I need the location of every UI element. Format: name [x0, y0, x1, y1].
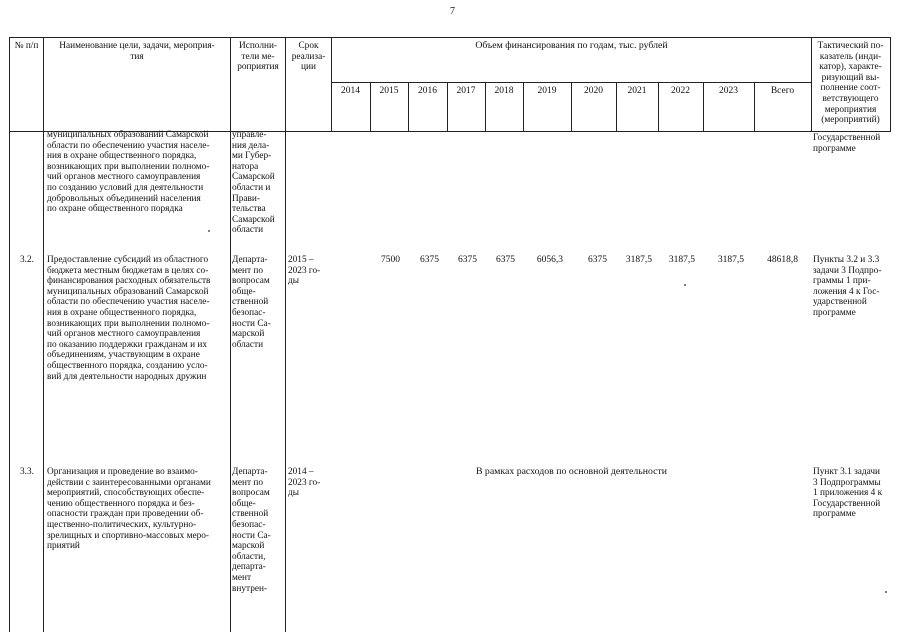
year-2016: 2016: [418, 86, 437, 96]
row-3-3-indicator: Пункт 3.1 задачи 3 Подпрограммы 1 приложения 4 к Государственной программе: [813, 467, 883, 520]
year-2022: 2022: [671, 86, 690, 96]
row-3-2-name: Предоставление субсидий из областного бюджета местным бюджетам в целях со- финансирования расходных обязательств муниципальных образований Самарской области по обеспечению участия населе- ния в охране общественного порядка, возникающих при выполнении полномо- чий органов местного самоуправления по оказанию поддержки гражданам и их объединениям, участвующим в охране общественного порядка, созданию усло- вий для деятельности народных дружин: [47, 255, 211, 382]
header-num: № п/п: [14, 41, 39, 51]
row-3-2-2015: 7500: [381, 255, 400, 265]
row-3-2-total: 48618,8: [767, 255, 798, 265]
column-divider-name: [43, 37, 44, 632]
column-divider-term: [285, 37, 286, 632]
row-3-3-funding-note: В рамках расходов по основной деятельности: [475, 466, 668, 477]
year-2021: 2021: [627, 86, 647, 96]
row-3-3-executor: Департа- мент по вопросам обще- ственной безопас- ности Са- марской области, департа- мент внутрен-: [232, 467, 271, 594]
row-3-2-term: 2015 – 2023 го- ды: [288, 255, 321, 287]
continuation-name: муниципальных образований Самарской области по обеспечению участия населе- ния в охране общественного порядка, возникающих при выполнении полномо- чий органов местного самоуправления по созданию условий для деятельности добровольных объединений населения по охране общественного порядка: [47, 130, 210, 215]
row-3-2-2023: 3187,5: [717, 255, 744, 265]
row-3-3-name: Организация и проведение во взаимо- действии с заинтересованными органами мероприятий, способствующих обеспе- чению общественного порядка и без- опасности граждан при проведении об- щественно-политических, культурно- зрелищных и спортивно-массовых меро- приятий: [47, 467, 211, 552]
table-border-left: [9, 37, 10, 632]
row-3-2-indicator: Пункты 3.2 и 3.3 задачи 3 Подпро- граммы 1 при- ложения 4 к Гос- ударственной программе: [813, 255, 882, 318]
year-2018: 2018: [494, 86, 514, 96]
row-3-2-2021: 3187,5: [625, 255, 652, 265]
row-3-2-2022: 3187,5: [668, 255, 695, 265]
row-3-2-2018: 6375: [496, 255, 515, 265]
row-3-2-2016: 6375: [420, 255, 439, 265]
scan-speck: [208, 230, 210, 232]
row-3-3-num: 3.3.: [20, 467, 34, 477]
column-divider-executor: [230, 37, 231, 632]
continuation-indicator: Государственной программе: [813, 133, 881, 154]
header-term: Срок реализа- ции: [291, 41, 326, 73]
row-3-3-term: 2014 – 2023 го- ды: [288, 467, 321, 499]
table-border-top: [9, 37, 891, 38]
row-3-2-executor: Департа- мент по вопросам обще- ственной безопас- ности Са- марской области: [232, 255, 271, 350]
year-2023: 2023: [719, 86, 738, 96]
scan-speck: [684, 284, 686, 286]
year-total: Всего: [770, 86, 795, 96]
year-2019: 2019: [537, 86, 557, 96]
row-3-2-2020: 6375: [588, 255, 607, 265]
page-number: 7: [450, 6, 455, 17]
header-executor: Исполни- тели ме- роприятия: [237, 41, 279, 73]
header-name: Наименование цели, задачи, мероприя- тия: [59, 41, 215, 62]
year-2020: 2020: [584, 86, 603, 96]
row-3-2-2017: 6375: [458, 255, 477, 265]
header-funding: Объем финансирования по годам, тыс. рублей: [475, 40, 668, 51]
table-border-right: [890, 37, 891, 132]
year-2014: 2014: [341, 86, 360, 96]
row-3-2-2019: 6056,3: [536, 255, 563, 265]
year-2017: 2017: [456, 86, 476, 96]
continuation-executor: управле- ния дела- ми Губер- натора Самарской области и Прави- тельства Самарской области: [232, 130, 275, 236]
year-2015: 2015: [379, 86, 399, 96]
funding-years-divider: [331, 82, 811, 83]
row-3-2-num: 3.2.: [20, 255, 34, 265]
header-indicator: Тактический по- казатель (инди- катор), характе- ризующий вы- полнение соот- ветствующего мероприятия (мероприятий): [817, 41, 884, 126]
scan-speck: [885, 591, 887, 593]
